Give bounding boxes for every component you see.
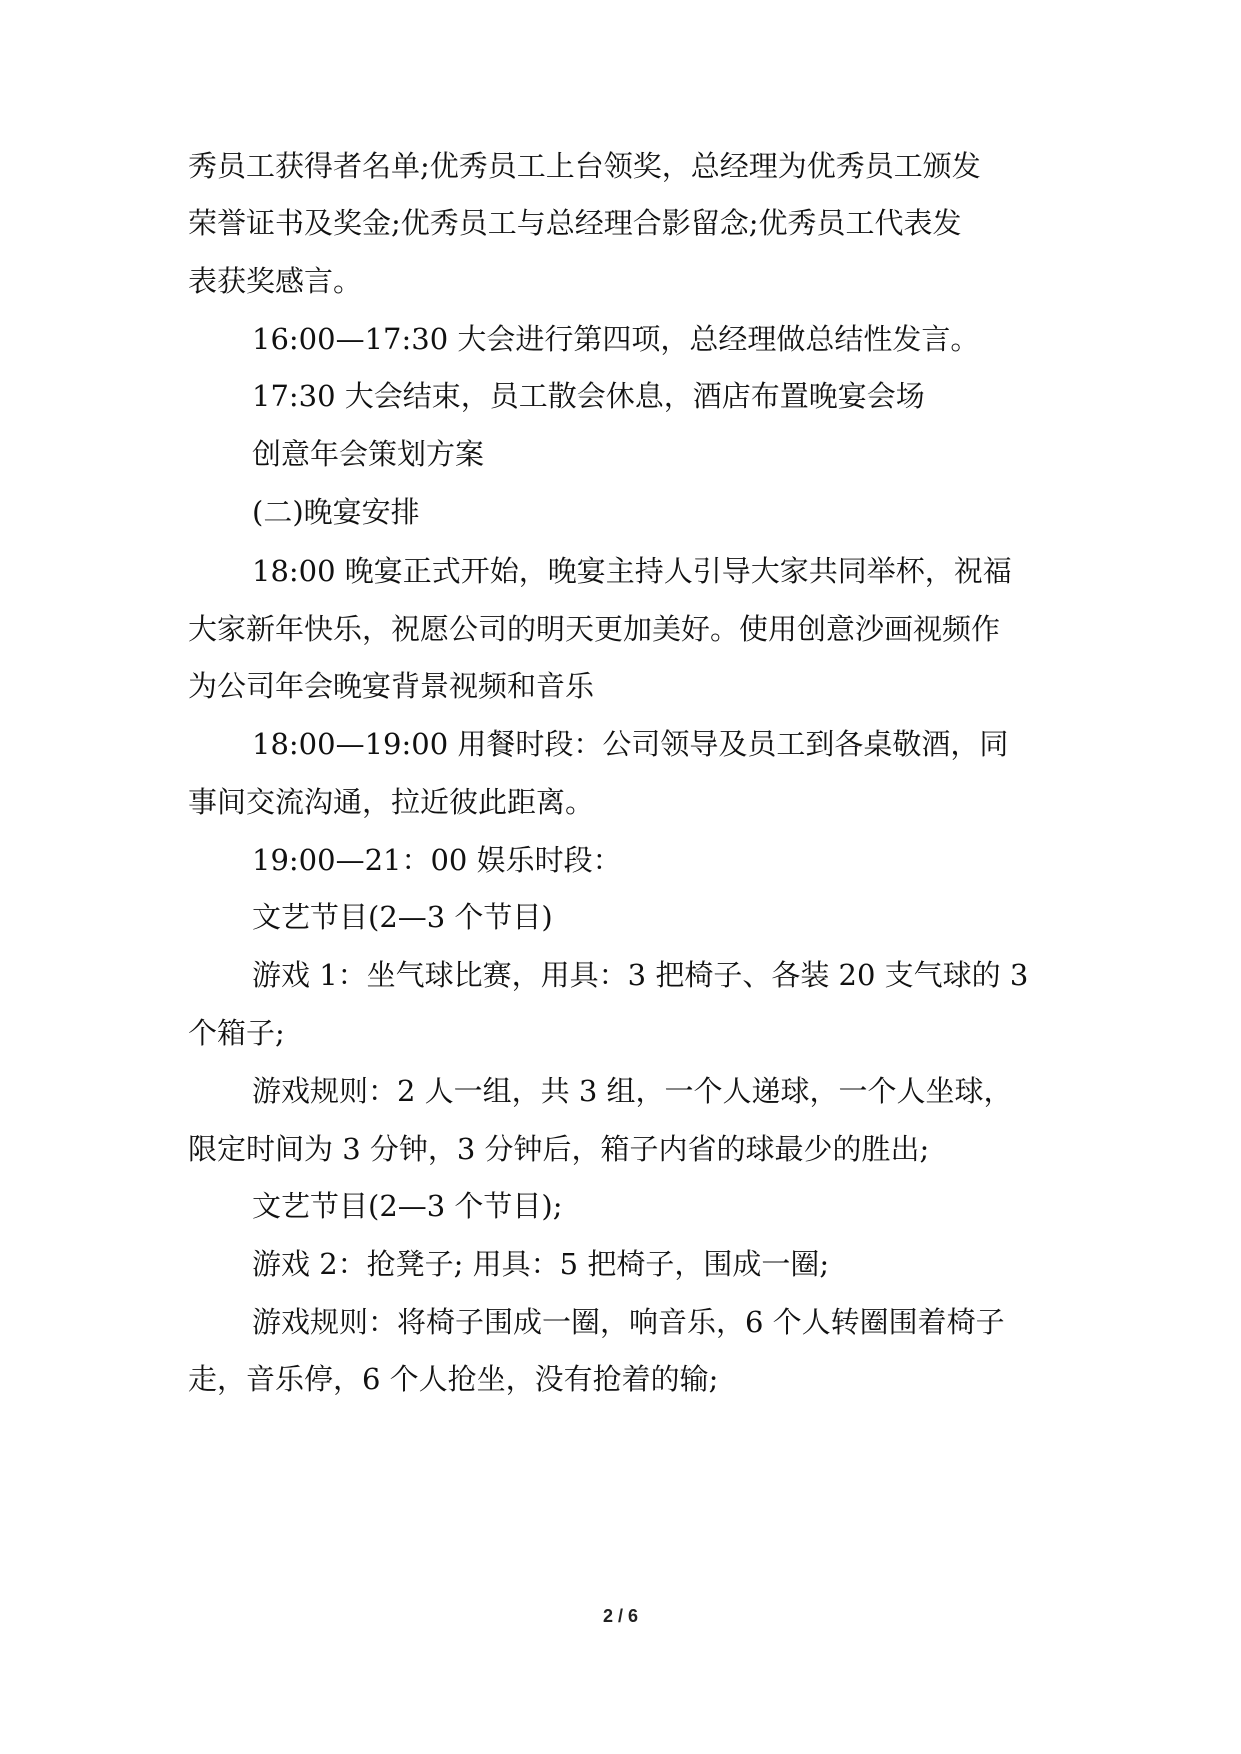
- text-line: 游戏 2：抢凳子; 用具：5 把椅子，围成一圈;: [252, 1247, 830, 1281]
- text-line: 19:00—21：00 娱乐时段：: [252, 843, 622, 877]
- text-line: 16:00—17:30 大会进行第四项，总经理做总结性发言。: [252, 322, 980, 356]
- page-number: 2 / 6: [602, 1606, 639, 1626]
- text-line: 事间交流沟通，拉近彼此距离。: [188, 785, 595, 819]
- text-line: 荣誉证书及奖金;优秀员工与总经理合影留念;优秀员工代表发: [188, 206, 962, 240]
- text-line: 文艺节目(2—3 个节目): [252, 900, 553, 934]
- text-line: 17:30 大会结束，员工散会休息，酒店布置晚宴会场: [252, 379, 925, 413]
- text-line: 表获奖感言。: [188, 264, 363, 298]
- text-line: 18:00 晚宴正式开始，晚宴主持人引导大家共同举杯，祝福: [252, 554, 1012, 588]
- text-line: 大家新年快乐，祝愿公司的明天更加美好。使用创意沙画视频作: [188, 612, 1001, 646]
- text-line: 文艺节目(2—3 个节目);: [252, 1189, 563, 1223]
- text-line: 游戏规则：将椅子围成一圈，响音乐，6 个人转圈围着椅子: [252, 1305, 1005, 1339]
- text-line: 个箱子;: [188, 1016, 285, 1050]
- text-line: 游戏规则：2 人一组，共 3 组，一个人递球，一个人坐球，: [252, 1074, 1013, 1108]
- text-line: 限定时间为 3 分钟，3 分钟后，箱子内省的球最少的胜出;: [188, 1132, 930, 1166]
- text-line: 创意年会策划方案: [252, 437, 485, 471]
- text-line: 18:00—19:00 用餐时段：公司领导及员工到各桌敬酒，同: [252, 727, 1009, 761]
- section-heading: (二)晚宴安排: [252, 495, 420, 529]
- text-line: 为公司年会晚宴背景视频和音乐: [188, 669, 595, 703]
- text-line: 走，音乐停，6 个人抢坐，没有抢着的输;: [188, 1362, 719, 1396]
- text-line: 秀员工获得者名单;优秀员工上台领奖，总经理为优秀员工颁发: [188, 149, 981, 183]
- text-line: 游戏 1：坐气球比赛，用具：3 把椅子、各装 20 支气球的 3: [252, 958, 1029, 992]
